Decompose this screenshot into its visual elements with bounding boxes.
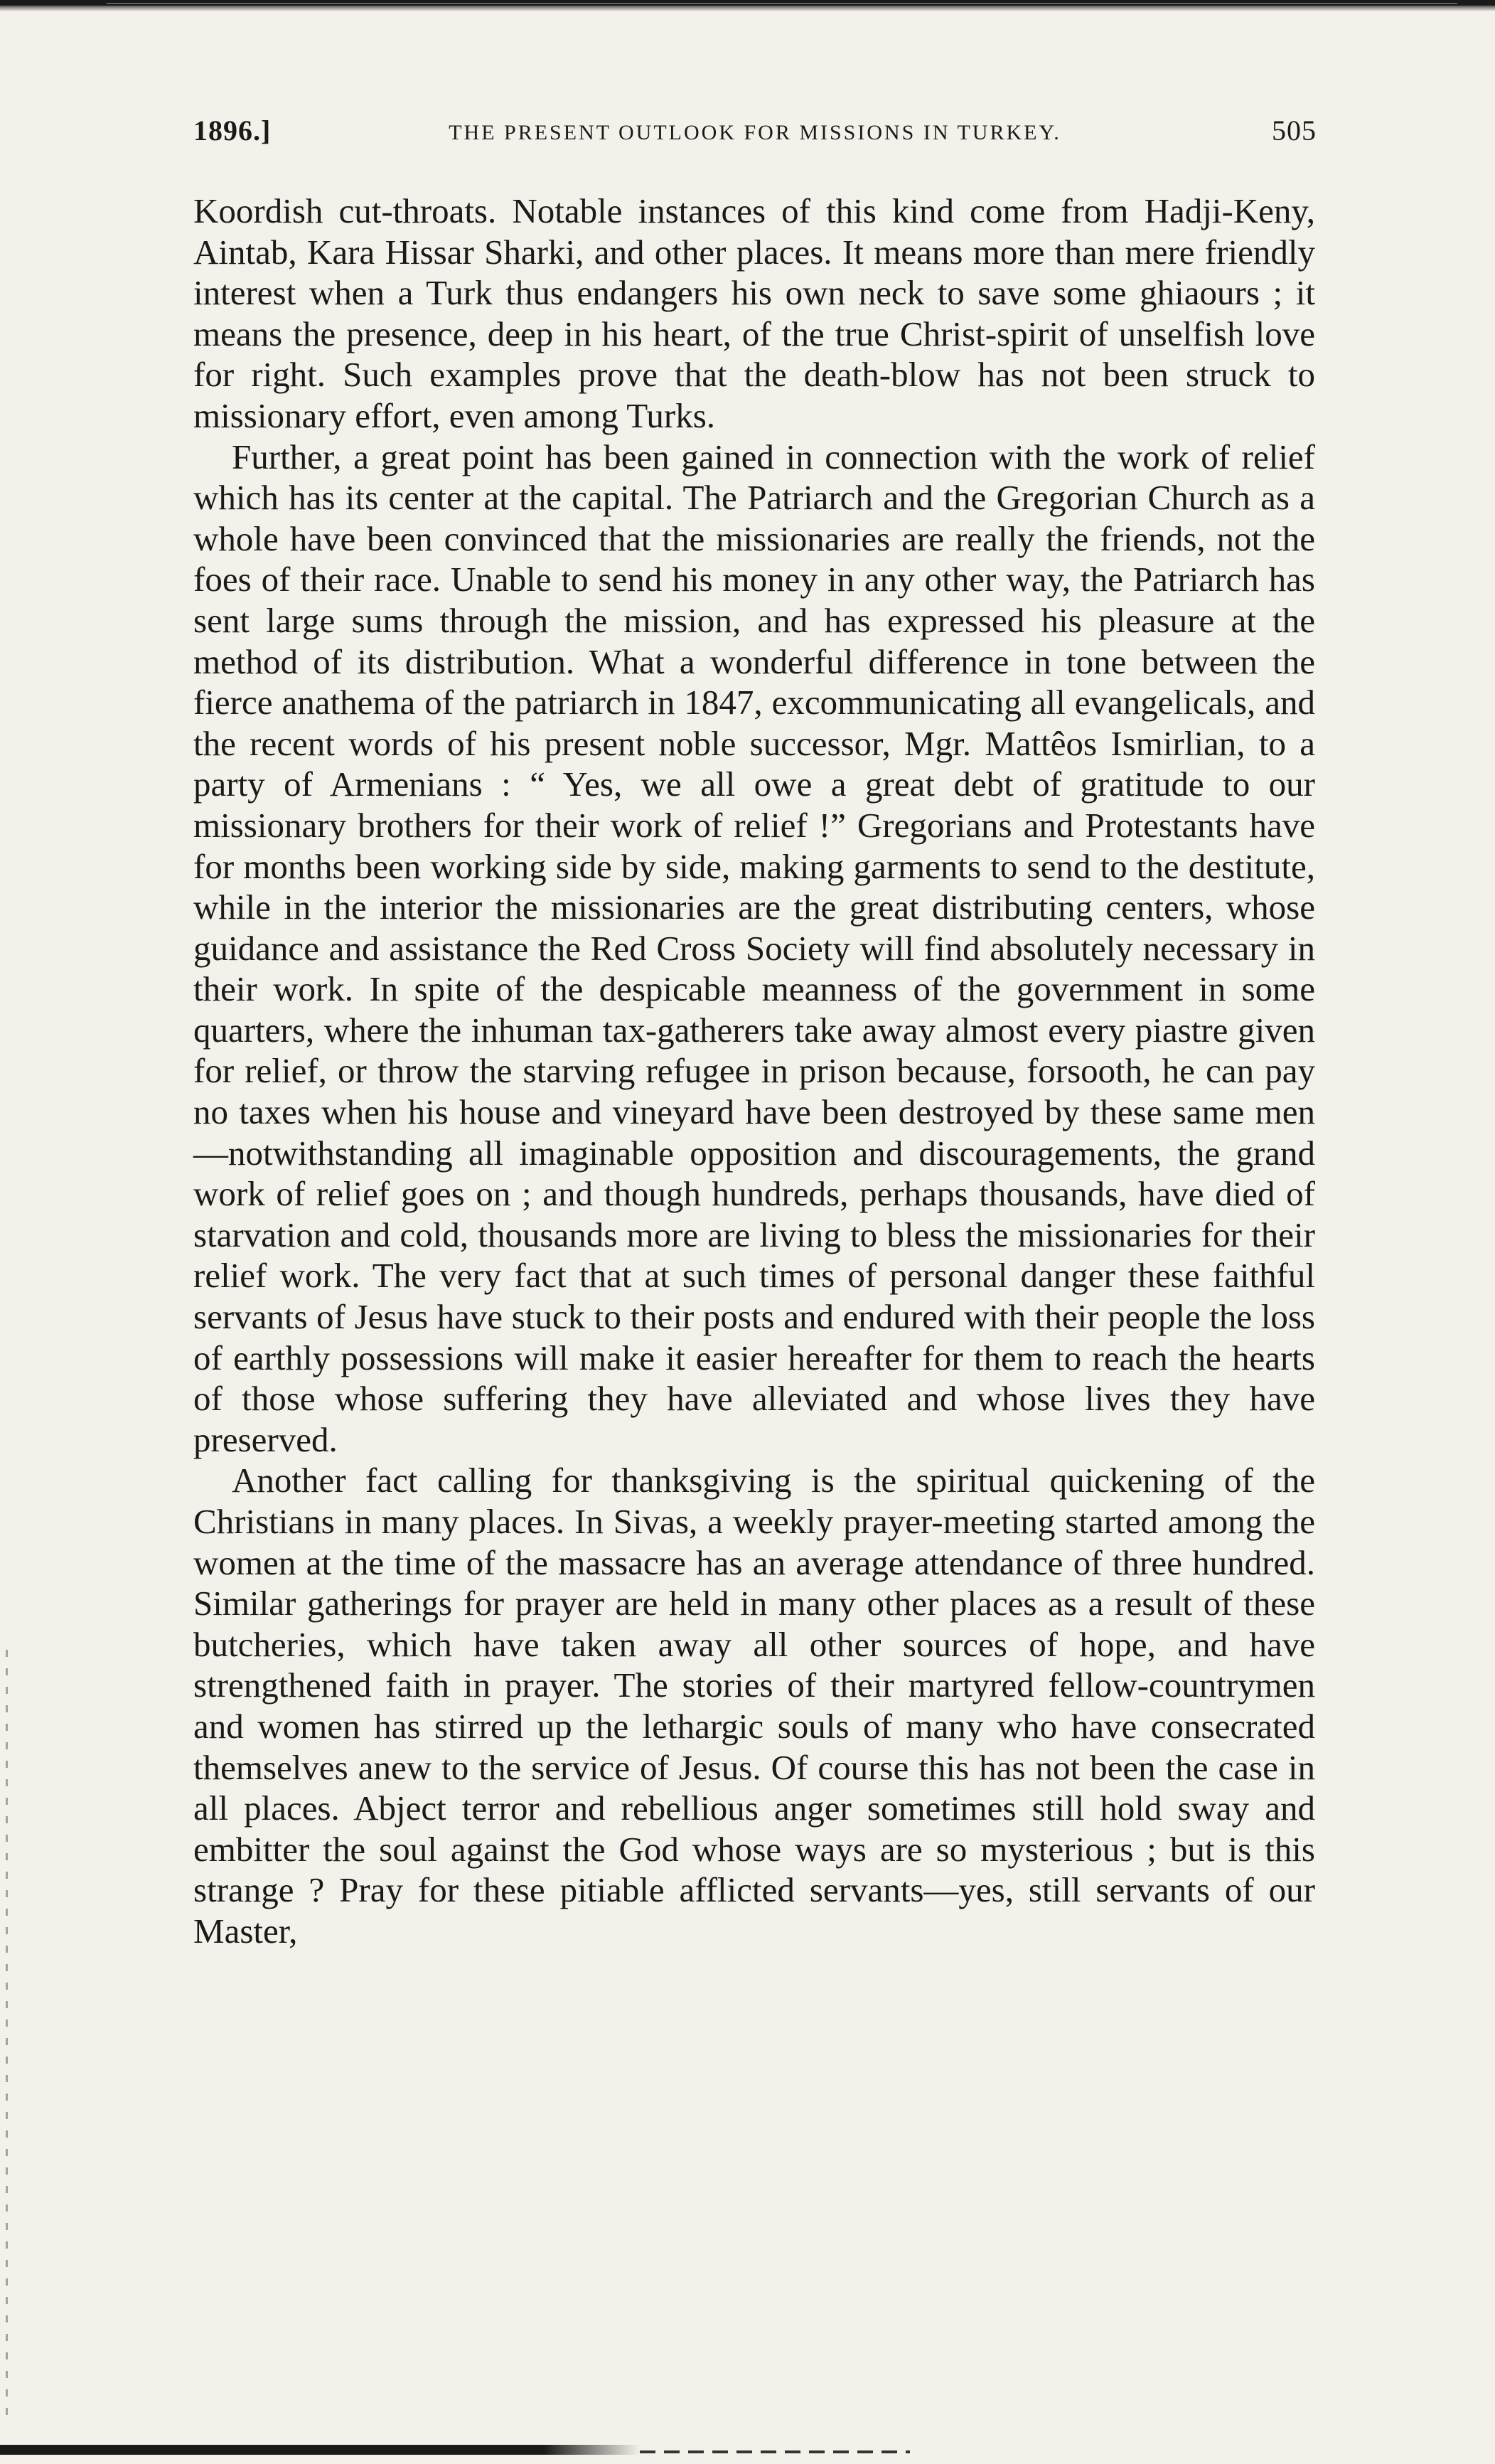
header-running-title: THE PRESENT OUTLOOK FOR MISSIONS IN TURKEY. xyxy=(449,121,1061,144)
article-body xyxy=(193,191,1315,1952)
paragraph-relief-work: Further, a great point has been gained in connection with the work of relief which has its center at the capital. The Patriarch and the Gregorian Church as a whole have been convinced that the missionaries are really the friends, not the foes of their race. Unable to send his money in any other way, the Patriarch has sent large sums through the mission, and has expressed his pleasure at the method of its distribution. What a wonderful difference in tone between the fierce anathema of the patriarch in 1847, excommunicating all evangelicals, and the recent words of his present noble successor, Mgr. Mattêos Ismirlian, to a party of Armenians : “ Yes, we all owe a great debt of gratitude to our missionary brothers for their work of relief !” Gregorians and Protestants have for months been working side by side, making garments to send to the destitute, while in the interior the missionaries are the great distributing centers, whose guidance and assistance the Red Cross Society will find absolutely necessary in their work. In spite of the despicable meanness of the government in some quarters, where the inhuman tax-gatherers take away almost every piastre given for relief, or throw the starving refugee in prison because, forsooth, he can pay no taxes when his house and vineyard have been destroyed by these same men—notwithstanding all imaginable opposition and discouragements, the grand work of relief goes on ; and though hundreds, perhaps thousands, have died of starvation and cold, thousands more are living to bless the missionaries for their relief work. The very fact that at such times of personal danger these faithful servants of Jesus have stuck to their posts and endured with their people the loss of earthly possessions will make it easier hereafter for them to reach the hearts of those whose suffering they have alleviated and whose lives they have preserved. xyxy=(193,437,1315,1459)
bottom-scan-border xyxy=(0,2445,640,2455)
top-scan-border xyxy=(0,0,1495,11)
bottom-dashed-rule xyxy=(640,2450,910,2453)
paragraph-spiritual-quickening: Another fact calling for thanksgiving is the spiritual quickening of the Christians in many places. In Sivas, a weekly prayer-meeting started among the women at the time of the massacre has an average attendance of three hundred. Similar gatherings for prayer are held in many other places as a result of these butcheries, which have taken away all other sources of hope, and have strengthened faith in prayer. The stories of their martyred fellow-countrymen and women has stirred up the lethargic souls of many who have consecrated themselves anew to the service of Jesus. Of course this has not been the case in all places. Abject terror and rebellious anger sometimes still hold sway and embitter the soul against the God whose ways are so mysterious ; but is this strange ? Pray for these pitiable afflicted servants—yes, still servants of our Master, xyxy=(193,1461,1315,1951)
top-hairline xyxy=(107,3,1457,4)
paragraph-continuation: Koordish cut-throats. Notable instances of this kind come from Hadji-Keny, Aintab, Kara Hissar Sharki, and other places. It means more than mere friendly interest when a Turk thus endangers his own neck to save some ghiaours ; it means the presence, deep in his heart, of the true Christ-spirit of unselfish love for right. Such examples prove that the death-blow has not been struck to missionary effort, even among Turks. xyxy=(193,191,1315,435)
running-header xyxy=(193,114,1317,156)
page-edge-shadow xyxy=(6,1650,8,2418)
header-year: 1896.] xyxy=(193,114,272,146)
header-page-number: 505 xyxy=(1272,114,1317,146)
